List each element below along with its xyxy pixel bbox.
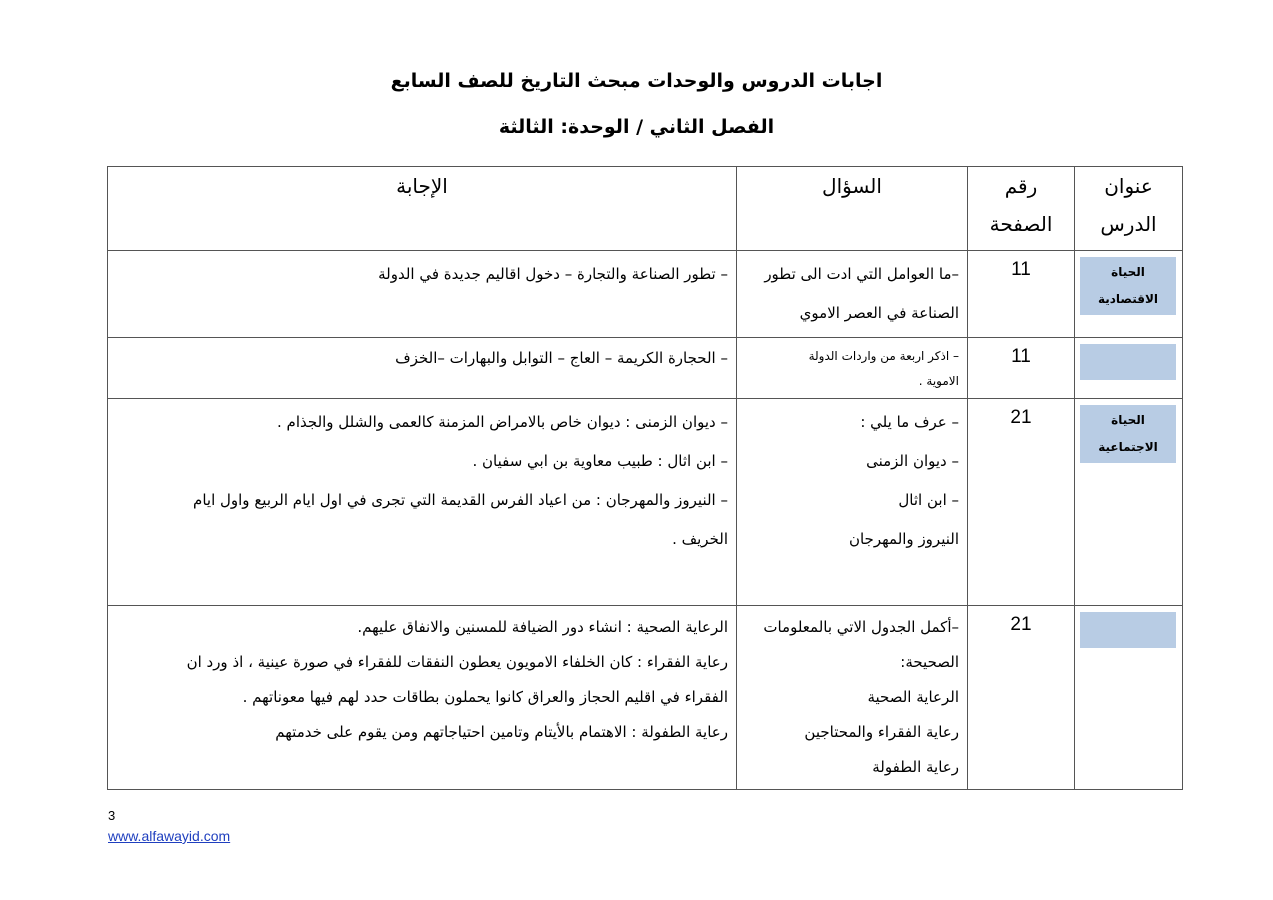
- lesson-cell: [1075, 399, 1183, 606]
- document-title: اجابات الدروس والوحدات مبحث التاريخ للصف السابع: [390, 70, 883, 92]
- table-row: [108, 606, 1183, 790]
- page-number: 3: [108, 808, 116, 823]
- question-cell: –أكمل الجدول الاتي بالمعلومات الصحيحة: الرعاية الصحية رعاية الفقراء والمحتاجين رعاية الطفولة: [737, 606, 968, 790]
- answer-cell: – الحجارة الكريمة – العاج – التوابل والبهارات –الخزف: [108, 338, 737, 399]
- lesson-tag-empty: [1080, 344, 1176, 380]
- lesson-cell: [1075, 606, 1183, 790]
- lesson-tag-social: الحياة الاجتماعية: [1080, 405, 1176, 463]
- header-page-number: رقم الصفحة: [968, 167, 1075, 251]
- page-number-cell: 21: [968, 606, 1075, 790]
- page-number-cell: 11: [968, 251, 1075, 338]
- page-number-cell: 21: [968, 399, 1075, 606]
- answer-cell: – ديوان الزمنى : ديوان خاص بالامراض المزمنة كالعمى والشلل والجذام . – ابن اثال : طبيب معاوية بن ابي سفيان . – النيروز والمهرجان : من اعياد الفرس القديمة التي تجرى في اول ايام الربيع واول ايام الخريف .: [108, 399, 737, 606]
- table-row: [108, 338, 1183, 399]
- question-cell: –ما العوامل التي ادت الى تطور الصناعة في العصر الاموي: [737, 251, 968, 338]
- question-cell: – عرف ما يلي : – ديوان الزمنى – ابن اثال النيروز والمهرجان: [737, 399, 968, 606]
- lesson-tag-empty: [1080, 612, 1176, 648]
- answers-table: [107, 166, 1183, 790]
- lesson-cell: [1075, 338, 1183, 399]
- table-row: [108, 251, 1183, 338]
- page-number-cell: 11: [968, 338, 1075, 399]
- header-answer: الإجابة: [108, 167, 737, 251]
- lesson-tag-economic: الحياة الاقتصادية: [1080, 257, 1176, 315]
- website-link[interactable]: www.alfawayid.com: [108, 828, 231, 844]
- answer-cell: – تطور الصناعة والتجارة – دخول اقاليم جديدة في الدولة: [108, 251, 737, 338]
- header-lesson-title: عنوان الدرس: [1075, 167, 1183, 251]
- answer-cell: الرعاية الصحية : انشاء دور الضيافة للمسنين والانفاق عليهم. رعاية الفقراء : كان الخلفاء الامويون يعطون النفقات للفقراء في صورة عينية ، اذ ورد ان الفقراء في اقليم الحجاز والعراق كانوا يحملون بطاقات حدد لهم فيها معوناتهم . رعاية الطفولة : الاهتمام بالأيتام وتامين احتياجاتهم ومن يقوم على خدمتهم: [108, 606, 737, 790]
- table-row: [108, 399, 1183, 606]
- document-subtitle: الفصل الثاني / الوحدة: الثالثة: [498, 116, 775, 138]
- question-cell: – اذكر اربعة من واردات الدولة الاموية .: [737, 338, 968, 399]
- lesson-cell: [1075, 251, 1183, 338]
- table-header-row: [108, 167, 1183, 251]
- header-question: السؤال: [737, 167, 968, 251]
